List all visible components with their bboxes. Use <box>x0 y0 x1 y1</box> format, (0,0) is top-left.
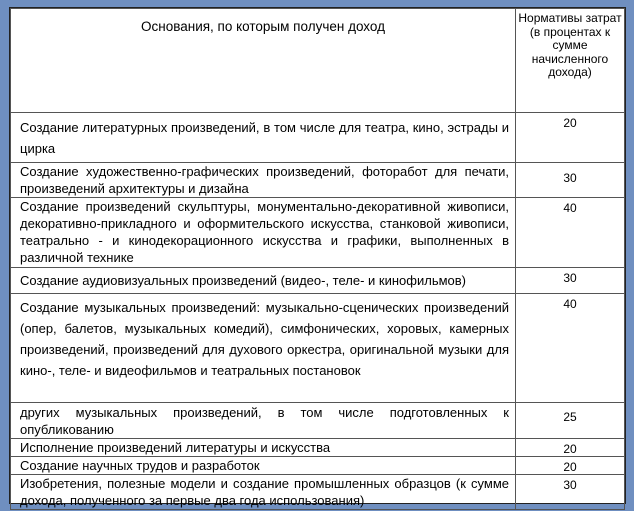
norms-table-frame <box>9 7 626 508</box>
row-basis: других музыкальных произведений, в том числе подготовленных к опубликованию <box>11 403 516 439</box>
table-row <box>11 163 625 198</box>
row-basis: Создание музыкальных произведений: музыкально-сценических произведений (опер, балетов, музыкальных комедий), симфонических, хоровых, камерных произведений, произведений для духового оркестра, оригинальной музыки для кино-, теле- и видеофильмов и театральных постановок <box>11 294 516 403</box>
row-basis: Изобретения, полезные модели и создание промышленных образцов (к сумме дохода, полученного за первые два года использования) <box>11 475 516 510</box>
table-row <box>11 403 625 439</box>
row-norm: 40 <box>516 198 625 268</box>
table-row <box>11 475 625 510</box>
table-row <box>11 268 625 294</box>
row-norm: 20 <box>516 457 625 475</box>
row-norm: 20 <box>516 113 625 163</box>
row-basis: Создание произведений скульптуры, монументально-декоративной живописи, декоративно-прикладного и оформительского искусства, станковой живописи, театрально - и кинодекорационного искусства и графики, выполненных в различной технике <box>11 198 516 268</box>
row-norm: 20 <box>516 439 625 457</box>
row-basis: Создание научных трудов и разработок <box>11 457 516 475</box>
row-basis: Создание литературных произведений, в том числе для театра, кино, эстрады и цирка <box>11 113 516 163</box>
row-norm: 30 <box>516 268 625 294</box>
row-norm: 40 <box>516 294 625 403</box>
header-basis: Основания, по которым получен доход <box>11 9 516 113</box>
row-basis: Исполнение произведений литературы и искусства <box>11 439 516 457</box>
row-norm: 30 <box>516 475 625 510</box>
row-norm: 25 <box>516 403 625 439</box>
table-row <box>11 113 625 163</box>
header-norm: Нормативы затрат (в процентах к сумме начисленного дохода) <box>516 9 625 113</box>
table-row <box>11 439 625 457</box>
table-header-row <box>11 9 625 113</box>
table-row <box>11 294 625 403</box>
row-basis: Создание аудиовизуальных произведений (видео-, теле- и кинофильмов) <box>11 268 516 294</box>
norms-table <box>10 8 625 510</box>
row-basis: Создание художественно-графических произведений, фоторабот для печати, произведений архитектуры и дизайна <box>11 163 516 198</box>
table-row <box>11 457 625 475</box>
table-row <box>11 198 625 268</box>
row-norm: 30 <box>516 163 625 198</box>
